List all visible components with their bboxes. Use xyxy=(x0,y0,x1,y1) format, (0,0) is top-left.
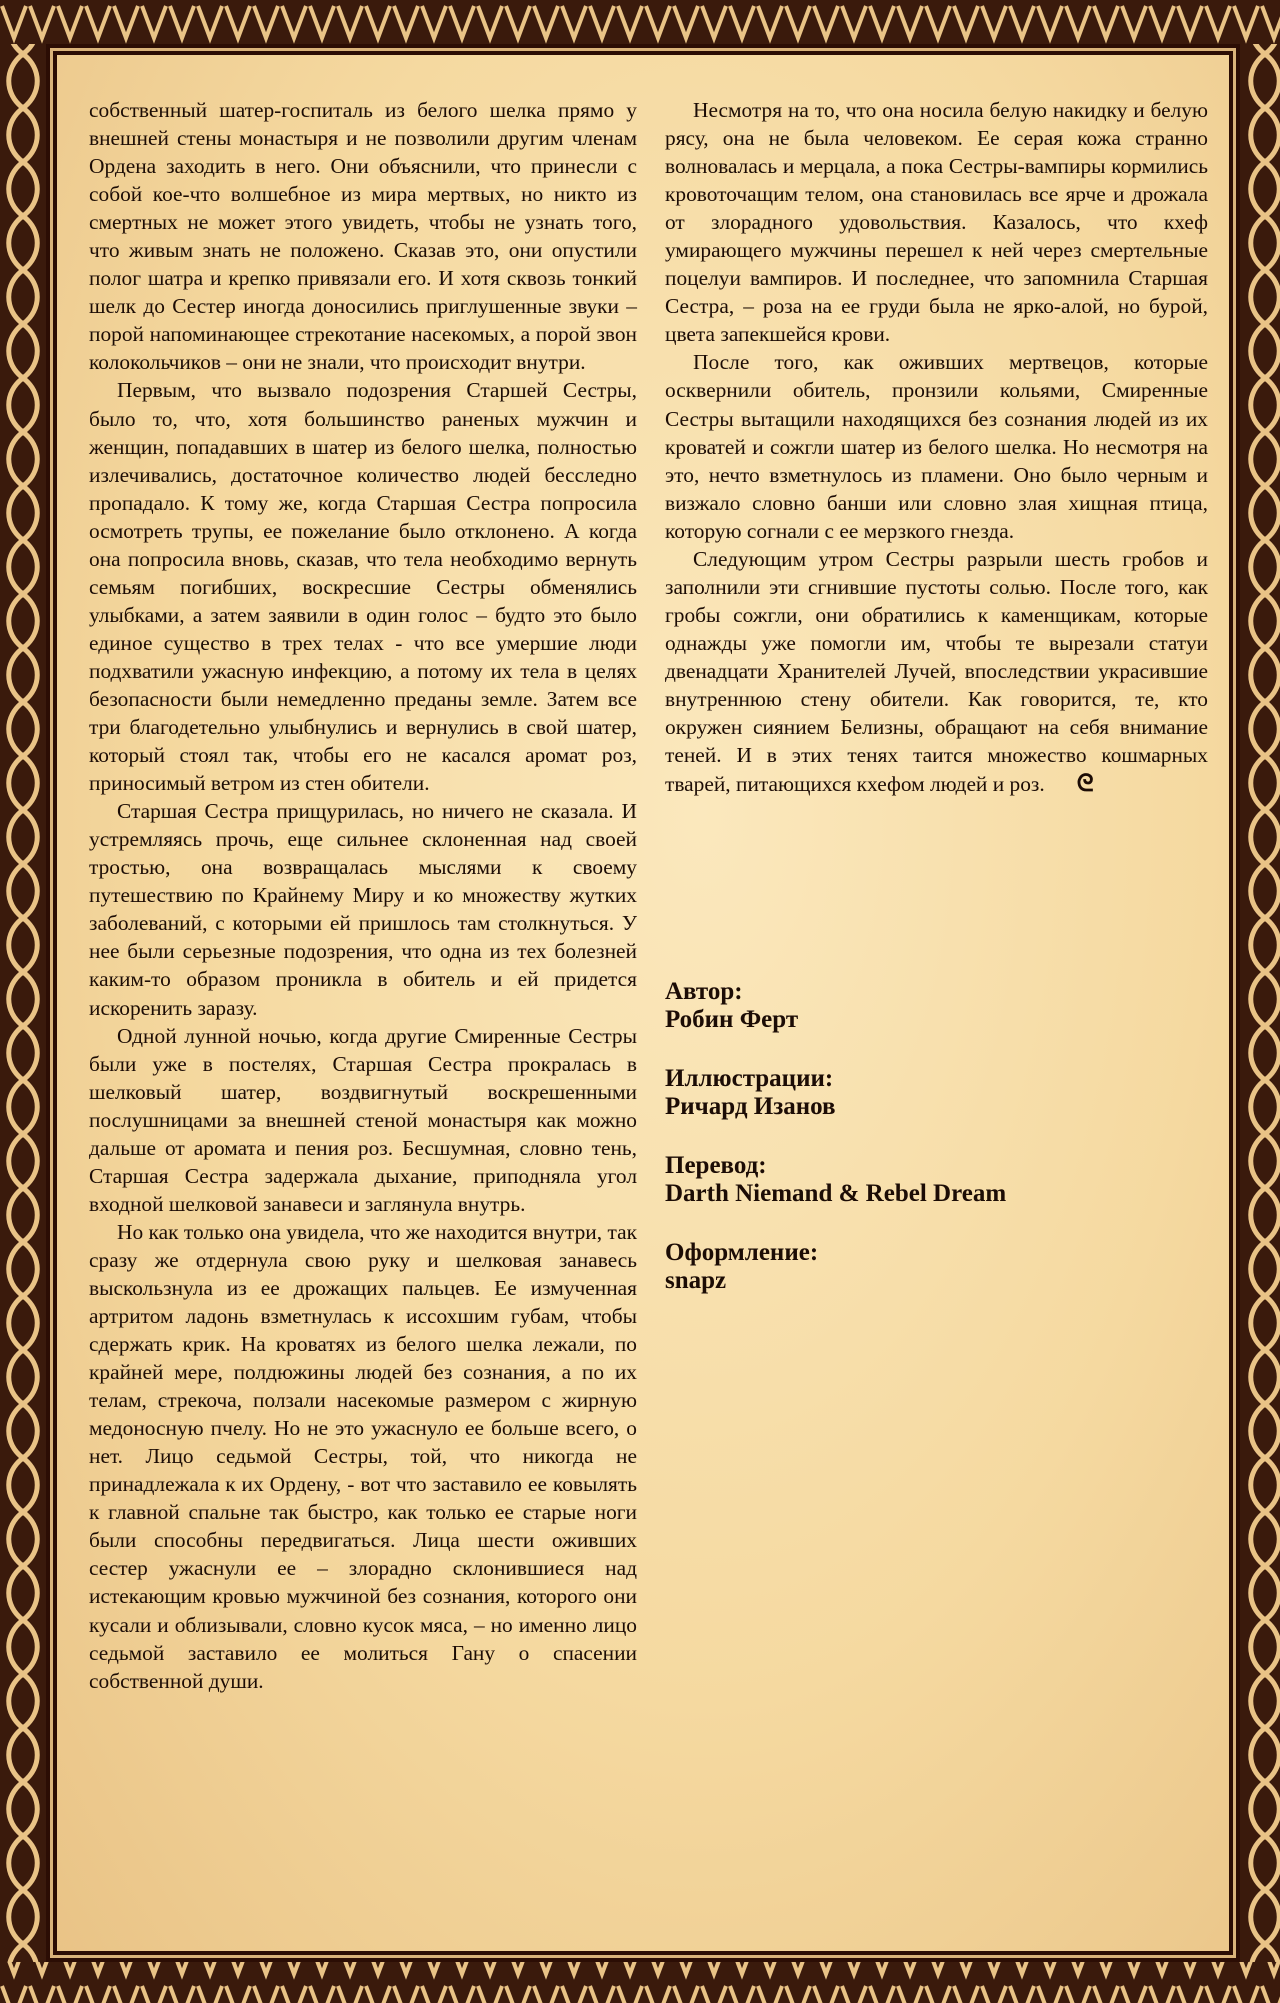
paragraph-text: Следующим утром Сестры разрыли шесть гробов и заполнили эти сгнившие пустоты солью. После того, как гробы сожгли, они обратились к каменщикам, которые однажды уже помогли им, чтобы те вырезали статуи двенадцати Хранителей Лучей, впоследствии украсившие внутреннюю стену обители. Как говорится, те, кто окружен сиянием Белизны, обращают на себя внимание теней. И в этих тенях таится множество кошмарных тварей, питающихся кхефом людей и роз. xyxy=(665,546,1208,797)
credit-layout xyxy=(665,1239,1208,1296)
credit-label: Автор: xyxy=(665,978,743,1005)
paragraph: Одной лунной ночью, когда другие Смиренные Сестры были уже в постелях, Старшая Сестра прокралась в шелковый шатер, воздвигнутый воскрешенными послушницами за внешней стеной монастыря как можно дальше от аромата и пения роз. Бесшумная, словно тень, Старшая Сестра задержала дыхание, приподняла угол входной шелковой занавеси и заглянула внутрь. xyxy=(89,1023,637,1216)
credit-illustrations xyxy=(665,1065,1208,1122)
credit-label: Оформление: xyxy=(665,1239,819,1266)
right-text-column xyxy=(665,96,1208,798)
credit-label: Иллюстрации: xyxy=(665,1065,834,1092)
left-text-column xyxy=(89,96,637,1695)
paragraph: После того, как оживших мертвецов, которые осквернили обитель, пронзили кольями, Смиренные Сестры вытащили находящихся без сознания людей из их кроватей и сожгли шатер из белого шелка. Но несмотря на это, нечто взметнулось из пламени. Оно было черным и визжало словно банши или словно злая хищная птица, которую согнали с ее мерзкого гнезда. xyxy=(665,350,1208,543)
paragraph: Несмотря на то, что она носила белую накидку и белую рясу, она не была человеком. Ее серая кожа странно волновалась и мерцала, а пока Сестры-вампиры кормились кровоточащим телом, она становилась все ярче и дрожала от злорадного удовольствия. Казалось, что кхеф умирающего мужчины перешел к ней через смертельные поцелуи вампиров. И последнее, что запомнила Старшая Сестра, – роза на ее груди была не ярко-алой, но бурой, цвета запекшейся крови. xyxy=(665,98,1208,347)
credits-block xyxy=(665,978,1208,1326)
paragraph-final xyxy=(665,545,1208,798)
paragraph: Первым, что вызвало подозрения Старшей Сестры, было то, что, хотя большинство раненых мужчин и женщин, попадавших в шатер из белого шелка, полностью излечивались, достаточное количество людей бесследно пропадало. К тому же, когда Старшая Сестра попросила осмотреть трупы, ее пожелание было отклонено. А когда она попросила вновь, сказав, что тела необходимо вернуть семьям погибших, воскресшие Сестры обменялись улыбками, а затем заявили в один голос – будто это было единое существо в трех телах - что все умершие люди подхватили ужасную инфекцию, а потому их тела в целях безопасности были немедленно преданы земле. Затем все три благодетельно улыбнулись и вернулись в свой шатер, который стоял так, чтобы его не касался аромат роз, приносимый ветром из стен обители. xyxy=(89,378,637,796)
credit-translation xyxy=(665,1152,1208,1209)
credit-value: snapz xyxy=(665,1267,727,1294)
credit-value: Ричард Изанов xyxy=(665,1093,836,1120)
credit-value: Darth Niemand & Rebel Dream xyxy=(665,1180,1007,1207)
credit-author xyxy=(665,978,1208,1035)
end-of-article-ornament-icon: ᘓ xyxy=(1076,769,1090,798)
credit-label: Перевод: xyxy=(665,1152,767,1179)
paragraph: Но как только она увидела, что же находится внутри, так сразу же отдернула свою руку и шелковая занавесь выскользнула из ее дрожащих пальцев. Ее измученная артритом ладонь взметнулась к иссохшим губам, чтобы сдержать крик. На кроватях из белого шелка лежали, по крайней мере, полдюжины людей без сознания, а по их телам, стрекоча, ползали насекомые размером с жирную медоносную пчелу. Но не это ужаснуло ее больше всего, о нет. Лицо седьмой Сестры, той, что никогда не принадлежала к их Ордену, - вот что заставило ее ковылять к главной спальне так быстро, как только ее старые ноги были способны передвигаться. Лица шести оживших сестер ужаснули ее – злорадно склонившиеся над истекающим кровью мужчиной без сознания, которого они кусали и облизывали, словно кусок мяса, – но именно лицо седьмой заставило ее молиться Гану о спасении собственной души. xyxy=(89,1219,637,1693)
credit-value: Робин Ферт xyxy=(665,1006,799,1033)
paragraph: Старшая Сестра прищурилась, но ничего не сказала. И устремляясь прочь, еще сильнее склоненная над своей тростью, она возвращалась мыслями к своему путешествию по Крайнему Миру и ко множеству жутких заболеваний, с которыми ей пришлось там столкнуться. У нее были серьезные подозрения, что одна из тех болезней каким-то образом проникла в обитель и ей придется искоренить заразу. xyxy=(89,799,637,1020)
paragraph: собственный шатер-госпиталь из белого шелка прямо у внешней стены монастыря и не позволили другим членам Ордена заходить в него. Они объяснили, что принесли с собой кое-что волшебное из мира мертвых, но никто из смертных не может этого увидеть, чтобы не узнать того, что живым знать не положено. Сказав это, они опустили полог шатра и крепко привязали его. И хотя сквозь тонкий шелк до Сестер иногда доносились приглушенные звуки – порой напоминающее стрекотание насекомых, а порой звон колокольчиков – они не знали, что происходит внутри. xyxy=(89,98,637,375)
